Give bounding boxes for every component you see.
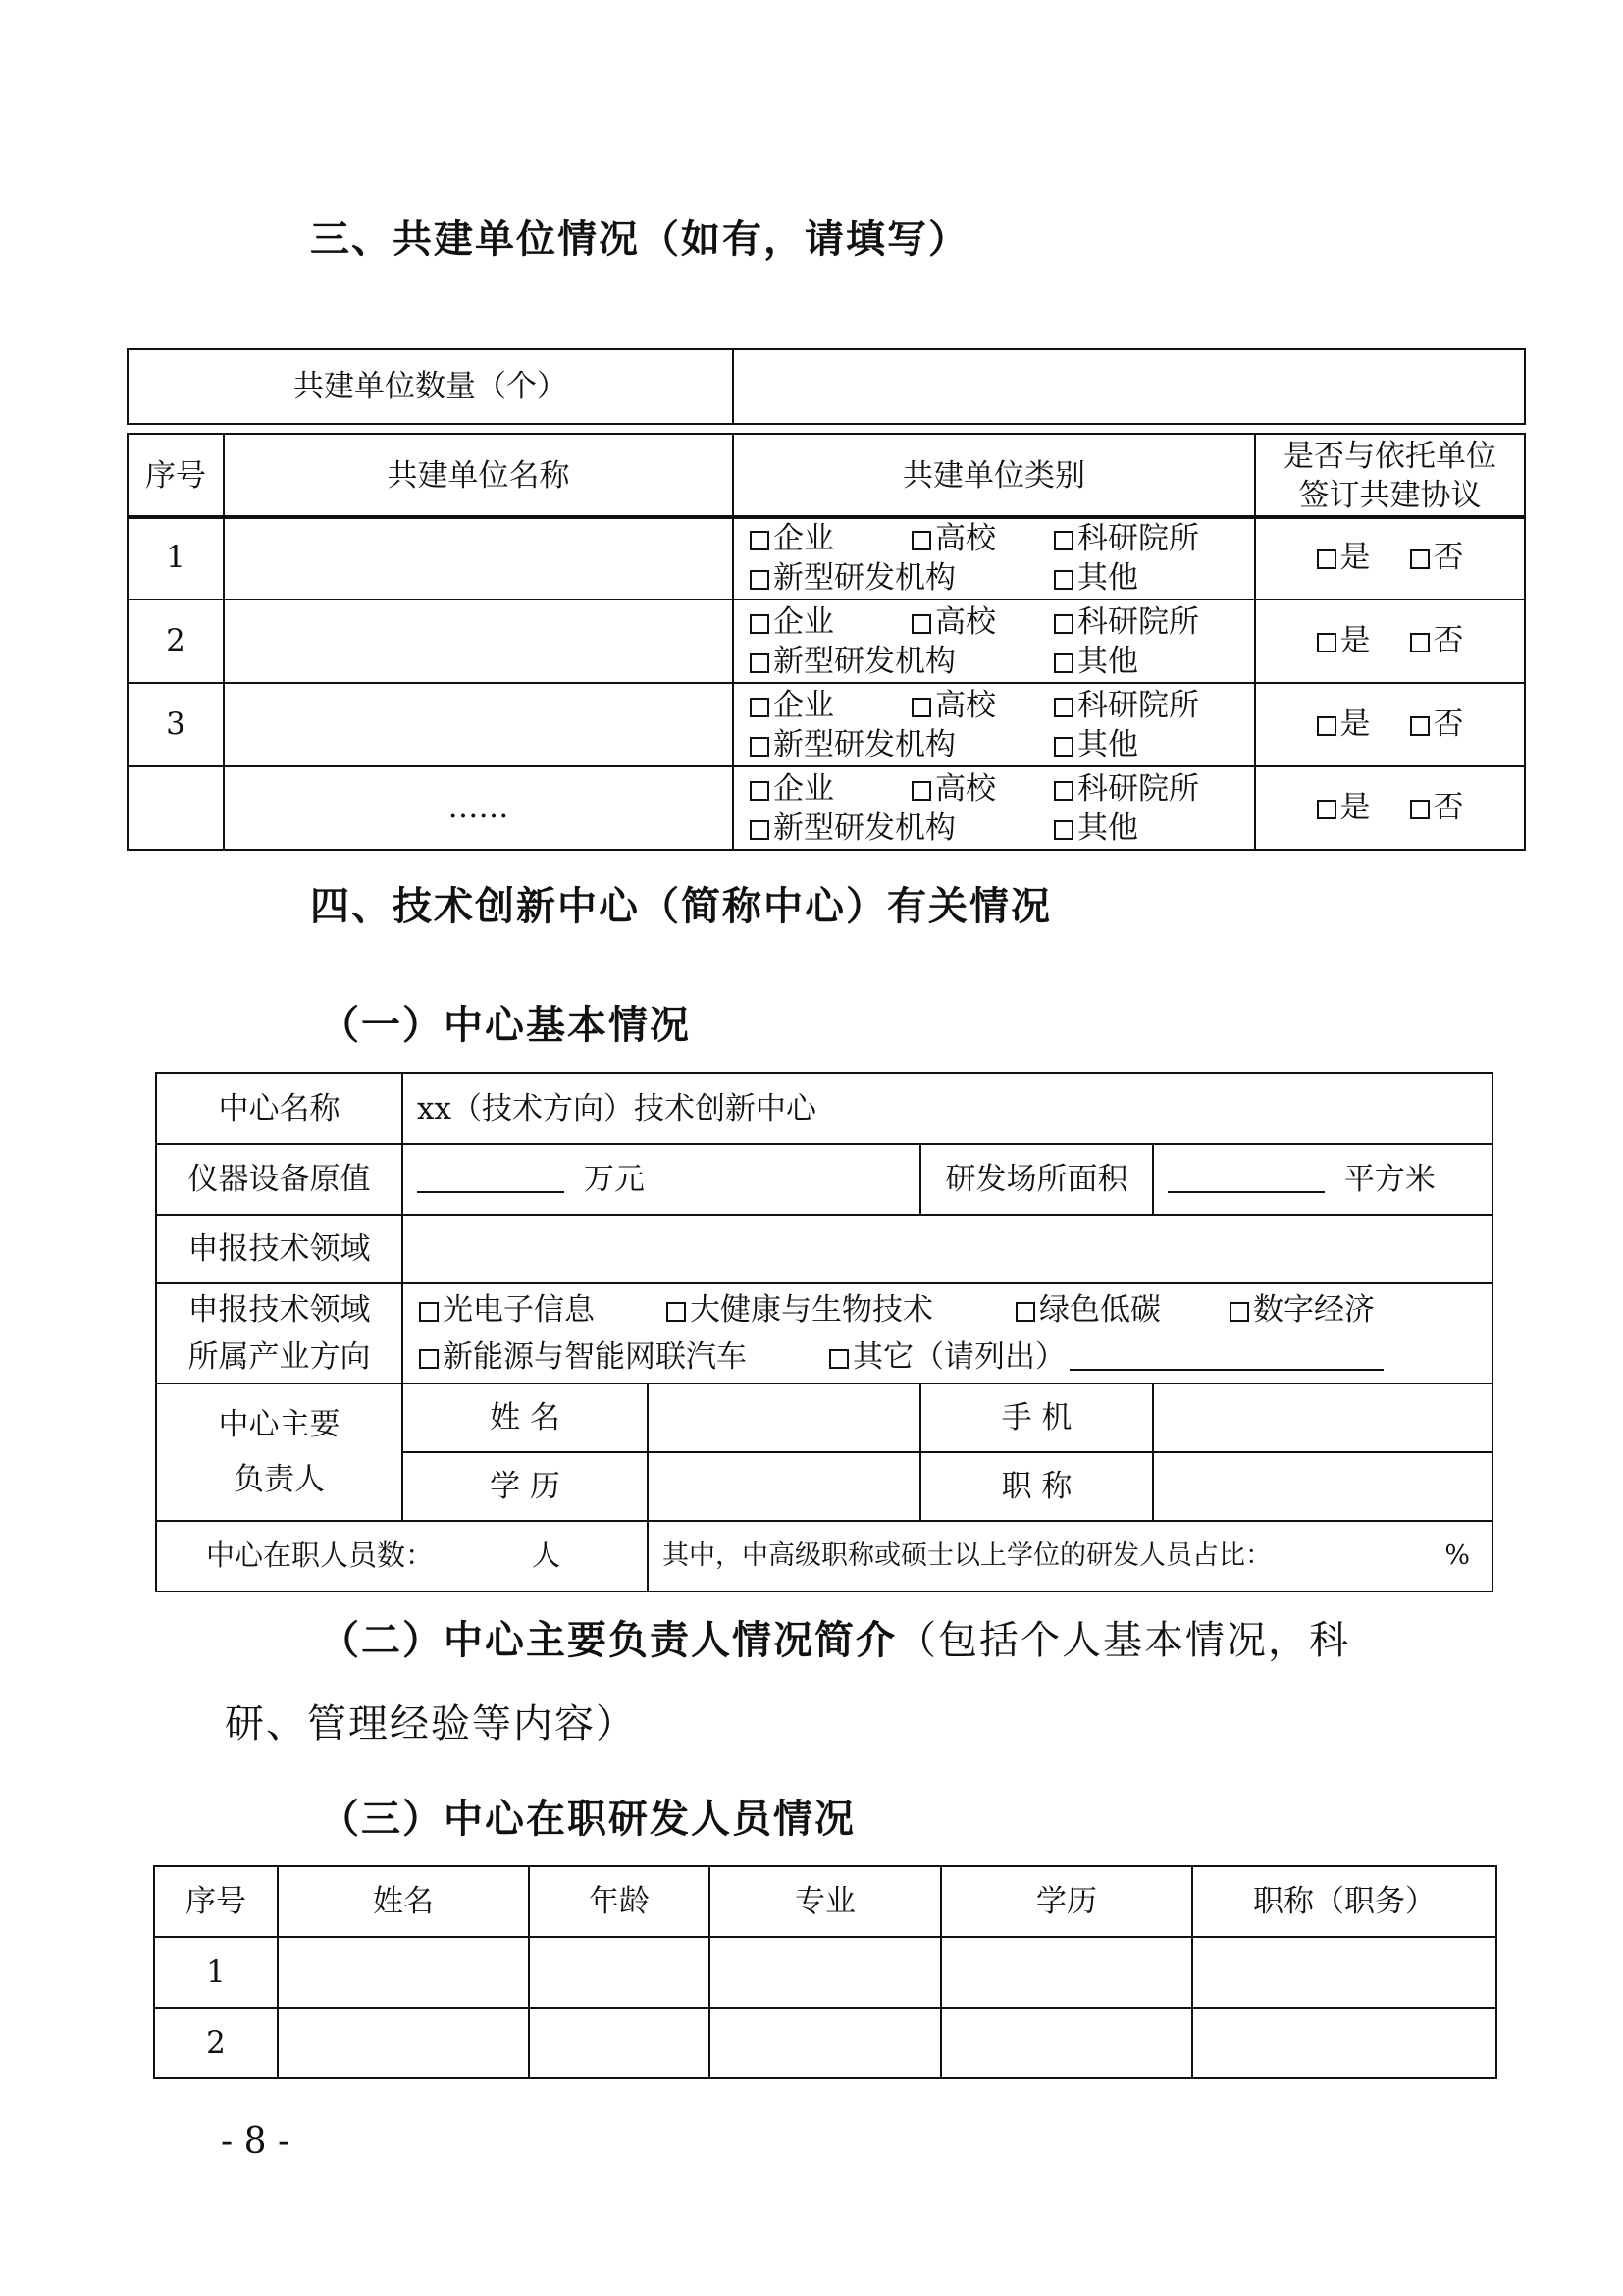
sub3-heading: （三）中心在职研发人员情况 [320,1797,856,1842]
other-direction-blank[interactable] [1070,1369,1384,1371]
staff-row-cell[interactable] [941,2008,1192,2078]
checkbox-icon[interactable] [1410,549,1430,569]
staff-header-cell: 序号 [154,1866,278,1937]
checkbox-icon[interactable] [1054,570,1073,590]
section4-heading: 四、技术创新中心（简称中心）有关情况 [310,884,1052,929]
checkbox-icon[interactable] [666,1302,686,1322]
checkbox-icon[interactable] [1317,716,1336,736]
category-option[interactable]: 新型研发机构 [750,642,1054,681]
header-agreement: 是否与依托单位签订共建协议 [1255,434,1525,518]
checkbox-icon[interactable] [419,1349,439,1369]
count-input-cell[interactable] [733,349,1525,424]
checkbox-icon[interactable] [750,570,769,590]
staff-row-cell[interactable] [941,1937,1192,2008]
section3-heading: 三、共建单位情况（如有，请填写） [310,217,969,262]
checkbox-icon[interactable] [912,781,931,801]
cobuild-row [128,516,1525,600]
category-option[interactable]: 新型研发机构 [750,558,1054,598]
cobuild-row-index: 3 [128,683,224,766]
staff-row-cell[interactable] [529,2008,709,2078]
staff-row [154,2008,1496,2078]
sub2-heading-line1: （二）中心主要负责人情况简介（包括个人基本情况，科 [320,1618,1350,1663]
staff-ratio-field[interactable]: 其中，中高级职称或硕士以上学位的研发人员占比： % [648,1521,1492,1592]
checkbox-icon[interactable] [1317,549,1336,569]
cobuild-row-agreement [1255,766,1525,850]
staff-header-cell: 职称（职务） [1192,1866,1496,1937]
center-info-table [155,1072,1493,1592]
checkbox-icon[interactable] [419,1302,439,1322]
checkbox-icon[interactable] [750,653,769,673]
checkbox-icon[interactable] [1054,614,1073,634]
category-option[interactable]: 新型研发机构 [750,725,1054,764]
area-field[interactable] [1153,1144,1492,1215]
leader-phone-label: 手 机 [920,1383,1153,1452]
category-option[interactable]: 其他 [1054,558,1138,598]
yes-option[interactable]: 是 [1317,790,1371,825]
equip-unit: 万元 [583,1161,645,1197]
sub2-heading-line2: 研、管理经验等内容） [225,1701,637,1747]
leader-name-label: 姓 名 [402,1383,648,1452]
no-option[interactable]: 否 [1410,706,1464,742]
industry-direction-options [402,1283,1492,1383]
category-option[interactable]: 高校 [912,769,1054,809]
tech-field-input[interactable] [402,1215,1492,1283]
cobuild-row-category [733,683,1255,766]
category-option[interactable]: 科研院所 [1054,602,1199,642]
staff-row-cell[interactable] [709,1937,941,2008]
yes-option[interactable]: 是 [1317,540,1371,575]
category-option[interactable]: 企业 [750,686,912,725]
cobuild-row-index: 1 [128,516,224,600]
yes-option[interactable]: 是 [1317,706,1371,742]
staff-row-cell[interactable] [1192,1937,1496,2008]
equip-value-field[interactable] [402,1144,920,1215]
checkbox-icon[interactable] [1054,531,1073,550]
rd-staff-table [153,1865,1497,2079]
category-option[interactable]: 企业 [750,769,912,809]
area-label: 研发场所面积 [920,1144,1153,1215]
yes-option[interactable]: 是 [1317,623,1371,658]
checkbox-icon[interactable] [912,531,931,550]
cobuild-row-name[interactable] [224,516,733,600]
checkbox-icon[interactable] [1054,653,1073,673]
checkbox-icon[interactable] [1317,633,1336,652]
checkbox-icon[interactable] [750,698,769,717]
checkbox-icon[interactable] [1317,800,1336,819]
checkbox-icon[interactable] [1054,737,1073,757]
leader-edu-label: 学 历 [402,1452,648,1521]
category-option[interactable]: 企业 [750,602,912,642]
checkbox-icon[interactable] [750,781,769,801]
checkbox-icon[interactable] [750,614,769,634]
staff-row-index: 2 [154,2008,278,2078]
dir-opt-3[interactable]: 数字经济 [1230,1286,1375,1333]
checkbox-icon[interactable] [750,820,769,840]
header-unit-category: 共建单位类别 [733,434,1255,518]
category-option[interactable]: 新型研发机构 [750,809,1054,848]
checkbox-icon[interactable] [1410,716,1430,736]
dir-opt-4[interactable]: 新能源与智能网联汽车 [419,1333,829,1381]
leader-title-label: 职 称 [920,1452,1153,1521]
leader-label: 中心主要 负责人 [156,1383,402,1521]
category-option[interactable]: 高校 [912,602,1054,642]
category-option[interactable]: 科研院所 [1054,686,1199,725]
cobuild-units-rows [127,515,1526,851]
dir-opt-2[interactable]: 绿色低碳 [1016,1286,1230,1333]
cobuild-row-agreement [1255,600,1525,683]
checkbox-icon[interactable] [1230,1302,1249,1322]
staff-header-cell: 专业 [709,1866,941,1937]
staff-header-cell: 年龄 [529,1866,709,1937]
header-unit-name: 共建单位名称 [224,434,733,518]
staff-row [154,1937,1496,2008]
staff-row-cell[interactable] [709,2008,941,2078]
leader-title-input[interactable] [1153,1452,1492,1521]
count-label: 共建单位数量（个） [128,349,733,424]
no-option[interactable]: 否 [1410,790,1464,825]
staff-row-cell[interactable] [1192,2008,1496,2078]
dir-opt-1[interactable]: 大健康与生物技术 [666,1286,1016,1333]
category-option[interactable]: 其他 [1054,809,1138,848]
no-option[interactable]: 否 [1410,540,1464,575]
cobuild-row [128,683,1525,766]
category-option[interactable]: 企业 [750,519,912,558]
checkbox-icon[interactable] [829,1349,849,1369]
staff-count-field[interactable]: 中心在职人员数： 人 [156,1521,648,1592]
equip-value-label: 仪器设备原值 [156,1144,402,1215]
checkbox-icon[interactable] [1016,1302,1035,1322]
industry-direction-label: 申报技术领域 所属产业方向 [156,1283,402,1383]
header-index: 序号 [128,434,224,518]
category-option[interactable]: 科研院所 [1054,769,1199,809]
leader-phone-input[interactable] [1153,1383,1492,1452]
staff-row-cell[interactable] [529,1937,709,2008]
dir-opt-0[interactable]: 光电子信息 [419,1286,666,1333]
area-unit: 平方米 [1343,1161,1436,1197]
page-number: - 8 - [221,2121,290,2162]
staff-row-cell[interactable] [278,1937,529,2008]
leader-name-input[interactable] [648,1383,920,1452]
dir-opt-5[interactable]: 其它（请列出） [829,1333,1384,1381]
tech-field-label: 申报技术领域 [156,1215,402,1283]
no-option[interactable]: 否 [1410,623,1464,658]
checkbox-icon[interactable] [1410,633,1430,652]
cobuild-row-agreement [1255,516,1525,600]
cobuild-row-index [128,766,224,850]
checkbox-icon[interactable] [1410,800,1430,819]
staff-row-cell[interactable] [278,2008,529,2078]
checkbox-icon[interactable] [1054,820,1073,840]
checkbox-icon[interactable] [750,531,769,550]
sub1-heading: （一）中心基本情况 [320,1003,691,1048]
category-option[interactable]: 高校 [912,686,1054,725]
category-option[interactable]: 高校 [912,519,1054,558]
cobuild-row-name[interactable]: …… [224,766,733,850]
category-option[interactable]: 其他 [1054,642,1138,681]
cobuild-row-name[interactable] [224,683,733,766]
cobuild-row-category [733,516,1255,600]
staff-header-cell: 姓名 [278,1866,529,1937]
checkbox-icon[interactable] [750,737,769,757]
cobuild-row-category [733,600,1255,683]
checkbox-icon[interactable] [1054,781,1073,801]
cobuild-units-table [127,433,1526,519]
staff-header-cell: 学历 [941,1866,1192,1937]
checkbox-icon[interactable] [1054,698,1073,717]
cobuild-row-name[interactable] [224,600,733,683]
checkbox-icon[interactable] [912,614,931,634]
category-option[interactable]: 科研院所 [1054,519,1199,558]
cobuild-row [128,600,1525,683]
center-name-label: 中心名称 [156,1073,402,1144]
cobuild-count-table [127,348,1526,425]
cobuild-row-agreement [1255,683,1525,766]
leader-edu-input[interactable] [648,1452,920,1521]
cobuild-row-index: 2 [128,600,224,683]
category-option[interactable]: 其他 [1054,725,1138,764]
staff-row-index: 1 [154,1937,278,2008]
checkbox-icon[interactable] [912,698,931,717]
center-name-value[interactable]: xx（技术方向）技术创新中心 [402,1073,1492,1144]
cobuild-row [128,766,1525,850]
cobuild-row-category [733,766,1255,850]
